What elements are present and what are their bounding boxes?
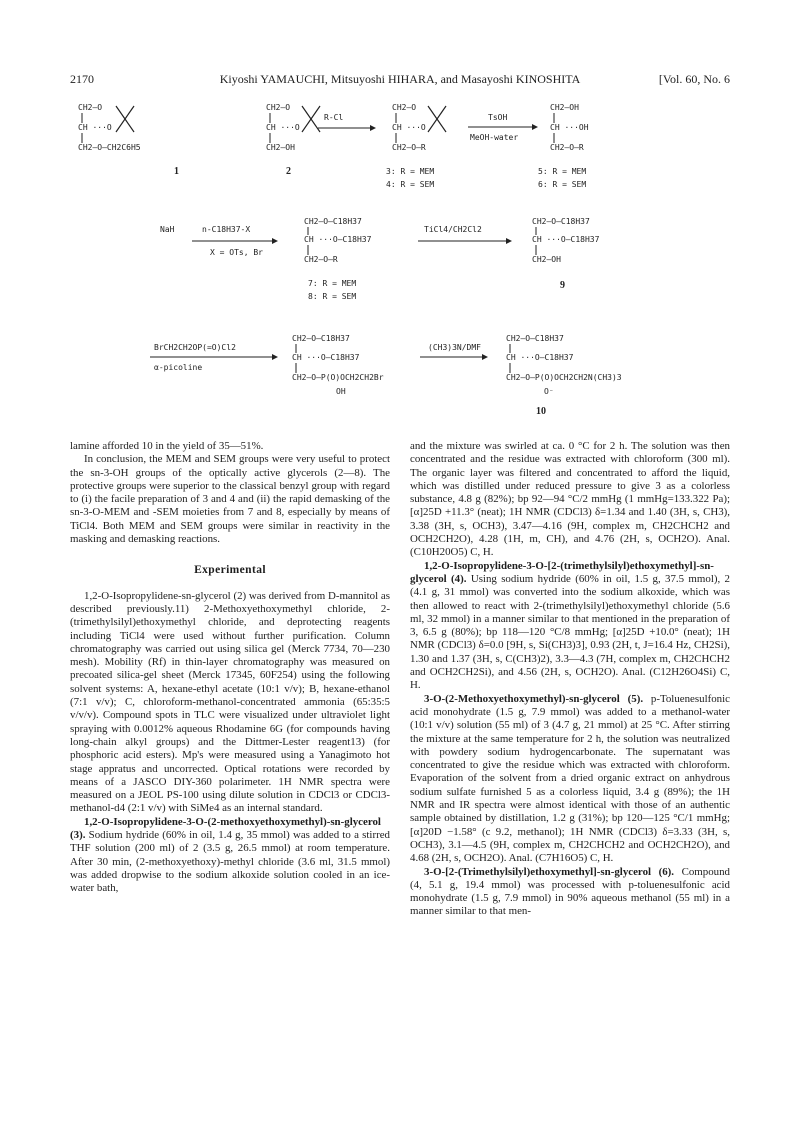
c3-line3: CH2—O—R <box>392 143 426 152</box>
label-3: 3: R = MEM <box>386 167 435 176</box>
label-10: 10 <box>536 406 546 417</box>
compound-3-title: 1,2-O-Isopropylidene-3-O-(2-methoxyethoxymethyl)-sn-glycerol (3). <box>70 815 381 842</box>
para-compound-3-cont: and the mixture was swirled at ca. 0 °C for 2 h. The solution was then concentrated and the residue was extracted with chloroform (300 ml). The organic layer was filtered and concentrated to afford the liquid, which was distilled under reduced pressure to give 3 as a colorless substance, 4.8 g (82%); bp 92—94 °C/2 mmHg (1 mmHg=133.322 Pa); [α]25D +11.3° (neat); 1H NMR (CDCl3) δ=1.34 and 1.40 (3H, s, CH3), 3.38 (3H, s, OCH3), 3.47—4.16 (9H, complex m, CH2CHCH2 and OCH2CH2O), 4.28 (1H, m, CH), and 4.76 (2H, s, OCH2O). Anal. (C10H20O5) C, H. <box>410 440 730 559</box>
para-compound-3 <box>70 816 390 896</box>
c1-line2: CH ···O <box>78 123 112 132</box>
ca-line2: CH ···O—C18H37 <box>292 353 360 362</box>
c2-line1: CH2—O <box>266 103 291 112</box>
c5-line1: CH2—OH <box>550 103 579 112</box>
para-continuation: lamine afforded 10 in the yield of 35—51%. <box>70 440 264 452</box>
label-5: 5: R = MEM <box>538 167 587 176</box>
para-general-methods: 1,2-O-Isopropylidene-sn-glycerol (2) was derived from D-mannitol as described previously.11) 2-Methoxyethoxymethyl chloride, 2-(trimethylsilyl)ethoxymethyl chloride, and deprotecting reagents including TiCl4 were used without further purification. Column chromatography was carried out using silica gel (Merck 7734, 70—230 mesh). Mobility (Rf) in thin-layer chromatography was measured on precoated silica-gel sheet (Merck 17345, 60F254) using the following solvent systems: A, hexane-ethyl acetate (10:1 v/v); B, hexane-ethanol (7:1 v/v); C, chloroform-methanol-concentrated ammonia (65:35:5 v/v/v). Compound spots in TLC were visualized under ultraviolet light spraying with 0.0012% aqueous Rhodamine 6G (for compounds having long-chain alkyl groups) and the Dittmer-Lester reagent13) (for phosphoric acid esters). Mp's were measured using a Yanagimoto hot stage appratus and uncorrected. Optical rotations were recorded by means of a JASCO DIY-360 polarimeter. 1H NMR spectra were measured on a JEOL PS-100 using dilute solution in CDCl3 or CDCl3-methanol-d4 (2:1 v/v) with SiMe4 as an internal standard. <box>70 589 390 815</box>
arrow-rcl <box>318 113 376 131</box>
label-2: 2 <box>286 166 291 177</box>
c5-line2: CH ···OH <box>550 123 589 132</box>
para-conclusion: In conclusion, the MEM and SEM groups were very useful to protect the sn-3-OH groups of the optically active glycerols (2—8). The protective groups were superior to the classical benzyl group with regard to (i) the facile preparation of 3 and 4 and (ii) the rapid demasking of the sn-3-O-MEM and -SEM moieties from 7 and 8, especially by means of TiCl4. Both MEM and SEM groups were similar in reactivity in the masking and demasking reactions. <box>70 453 390 546</box>
para-compound-5 <box>410 693 730 866</box>
arrow-nah <box>160 225 278 257</box>
reagent-bromoethyl: BrCH2CH2OP(=O)Cl2 <box>154 343 236 352</box>
compound-3 <box>386 103 446 189</box>
c1-line1: CH2—O <box>78 103 103 112</box>
arrow-phosphorylation <box>150 343 278 372</box>
c7-line2: CH ···O—C18H37 <box>304 235 372 244</box>
c9-line1: CH2—O—C18H37 <box>532 217 590 226</box>
compound-3-body: Sodium hydride (60% in oil, 1.4 g, 35 mmol) was added to a stirred THF solution (200 ml) of 2 (3.5 g, 26.5 mmol) at room temperature. After 30 min, (2-methoxyethoxy)-methyl chloride (3.6 ml, 31.5 mmol) was added dropwise to the sodium alkoxide solution cooled in an ice-water bath, <box>70 829 390 895</box>
reagent-nme3: (CH3)3N/DMF <box>428 343 481 352</box>
ca-line4: OH <box>336 387 346 396</box>
label-4: 4: R = SEM <box>386 180 435 189</box>
c5-line3: CH2—O—R <box>550 143 584 152</box>
arrow-tsoh <box>468 113 538 142</box>
c7-line3: CH2—O—R <box>304 255 338 264</box>
page-number: 2170 <box>70 72 94 86</box>
compound-5-title: 3-O-(2-Methoxyethoxymethyl)-sn-glycerol (5). <box>424 692 644 705</box>
reagent-picoline: α-picoline <box>154 363 203 372</box>
reagent-meoh-water: MeOH-water <box>470 133 519 142</box>
label-1: 1 <box>174 166 179 177</box>
compound-6-title: 3-O-[2-(Trimethylsilyl)ethoxymethyl]-sn-glycerol (6). <box>424 865 675 878</box>
running-header <box>70 72 730 88</box>
c3-line1: CH2—O <box>392 103 417 112</box>
compound-5-body: p-Toluenesulfonic acid monohydrate (1.5 g, 7.9 mmol) was added to a methanol-water (10:1 v/v) solution (55 ml) of 3 (4.7 g, 21 mmol) at 25 °C. After stirring the mixture at the same temperature for 2 h, the solution was neutralized with powdery sodium hydrogencarbonate. The supernatant was concentrated to give the residue which was extracted with chloroform. Evaporation of the solvent from a dried organic extract on anhydrous sodium sulfate furnished 5 as a colorless liquid, 3.4 g (89%); the 1H NMR and IR spectra were almost identical with those of an authentic sample obtained by distillation, 1.2 g (31%); bp 120—125 °C/1 mmHg; [α]20D −1.58° (c 9.2, methanol); 1H NMR (CDCl3) δ=3.33 (3H, s, OCH3), 3.1—4.5 (9H, complex m, CH2CHCH2 and OCH2CH2O), and 4.68 (2H, s, OCH2O). Anal. (C7H16O5) C, H. <box>410 692 730 865</box>
c9-line3: CH2—OH <box>532 255 561 264</box>
compound-6-body: Compound (4, 5.1 g, 19.4 mmol) was processed with p-toluenesulfonic acid monohydrate (1.5 g, 7.9 mmol) in 90% aqueous methanol (55 ml) in a manner similar to that men- <box>410 865 730 918</box>
c2-line2: CH ···O <box>266 123 300 132</box>
compound-10 <box>506 334 622 417</box>
c1-line3: CH2—O—CH2C6H5 <box>78 143 141 152</box>
label-6: 6: R = SEM <box>538 180 587 189</box>
compound-4-title: 1,2-O-Isopropylidene-3-O-[2-(trimethylsilyl)ethoxymethyl]-sn-glycerol (4). <box>410 559 714 585</box>
ca-line1: CH2—O—C18H37 <box>292 334 350 343</box>
c10-line2: CH ···O—C18H37 <box>506 353 574 362</box>
para-compound-4 <box>410 560 730 693</box>
para-compound-6 <box>410 866 730 919</box>
arrow-trimethylamine <box>420 343 488 360</box>
c10-line1: CH2—O—C18H37 <box>506 334 564 343</box>
c7-line1: CH2—O—C18H37 <box>304 217 362 226</box>
reagent-x: X = OTs, Br <box>210 248 263 257</box>
reagent-rcl: R-Cl <box>324 113 344 122</box>
reagent-nah: NaH <box>160 225 175 234</box>
compound-5 <box>538 103 589 189</box>
reagent-c18-x: n-C18H37-X <box>202 225 251 234</box>
ca-line3: CH2—O—P(O)OCH2CH2Br <box>292 373 384 382</box>
label-8: 8: R = SEM <box>308 292 357 301</box>
reaction-scheme <box>70 92 730 430</box>
c10-line3: CH2—O—P(O)OCH2CH2N(CH3)3 <box>506 373 622 382</box>
c10-line4: O⁻ <box>544 387 554 396</box>
c3-line2: CH ···O <box>392 123 426 132</box>
reagent-ticl4: TiCl4/CH2Cl2 <box>424 225 482 234</box>
compound-1 <box>78 103 179 177</box>
compound-7 <box>304 217 372 301</box>
volume-info: [Vol. 60, No. 6 <box>658 72 730 86</box>
compound-4-body: Using sodium hydride (60% in oil, 1.5 g, 37.5 mmol), 2 (4.1 g, 31 mmol) was converted into the sodium alkoxide, which was then allowed to react with 2-(trimethylsilyl)ethoxymethyl chloride (5.6 ml, 32 mmol) in a manner similar to that mentioned in the preparation of 3, 6.5 g (80%); bp 118—120 °C/8 mmHg; [α]25D +10.0° (neat); 1H NMR (CDCl3) δ=0.0 [9H, s, Si(CH3)3], 0.93 (2H, t, J=16.4 Hz, CH2Si), 1.30 and 1.37 (3H, s, C(CH3)2), 3.3—4.3 (7H, complex m, CH2CHCH2 and OCH2CH2Si), and 4.56 (2H, s, OCH2O). Anal. (C12H26O4Si) C, H. <box>410 572 730 692</box>
compound-2 <box>266 103 320 177</box>
compound-9 <box>532 217 600 291</box>
right-column <box>410 440 730 919</box>
label-9: 9 <box>560 280 565 291</box>
section-heading-experimental: Experimental <box>194 564 266 577</box>
c9-line2: CH ···O—C18H37 <box>532 235 600 244</box>
arrow-ticl4 <box>418 225 512 244</box>
reagent-tsoh: TsOH <box>488 113 508 122</box>
compound-intermediate <box>292 334 384 396</box>
running-authors: Kiyoshi YAMAUCHI, Mitsuyoshi HIHARA, and Masayoshi KINOSHITA <box>219 72 581 86</box>
left-column <box>70 440 390 896</box>
c2-line3: CH2—OH <box>266 143 295 152</box>
label-7: 7: R = MEM <box>308 279 357 288</box>
